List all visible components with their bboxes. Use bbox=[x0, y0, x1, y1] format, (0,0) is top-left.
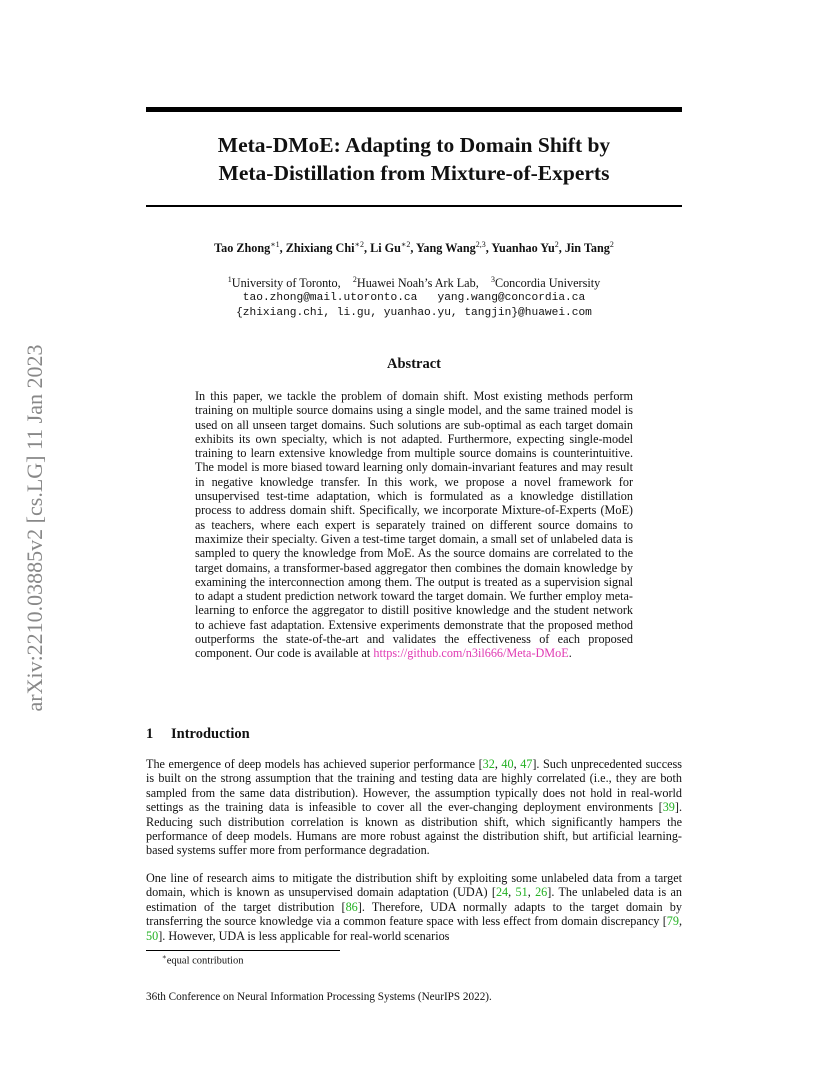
affiliation: $^2$Huawei Noah’s Ark Lab, bbox=[352, 275, 479, 291]
intro-paragraph-2 bbox=[146, 871, 682, 943]
citation-link[interactable]: 79 bbox=[666, 914, 679, 929]
intro-paragraph-1 bbox=[146, 757, 682, 858]
section-title: Introduction bbox=[171, 726, 250, 742]
affiliations bbox=[146, 272, 682, 321]
citation-link[interactable]: 50 bbox=[146, 928, 159, 943]
citation-link[interactable]: 32 bbox=[482, 757, 495, 771]
author: Jin Tang$^2$ bbox=[564, 240, 614, 256]
abstract-text: In this paper, we tackle the problem of domain shift. Most existing methods perform training on multiple source domains using a single model, and the same trained model is used on all unseen target domains. Such solutions are sub-optimal as each target domain exhibits its own specialty, which is not adapted. Furthermore, expecting single-model training to learn extensive knowledge from multiple source domains is counterintuitive. The model is more biased toward learning only domain-invariant features and may result in negative knowledge transfer. In this work, we propose a novel framework for unsupervised test-time adaptation, which is formulated as a knowledge distillation process to address domain shift. Specifically, we incorporate Mixture-of-Experts (MoE) as teachers, where each expert is separately trained on different source domains to maximize their specialty. Given a test-time target domain, a small set of unlabeled data is sampled to query the knowledge from MoE. As the source domains are correlated to the target domains, a transformer-based aggregator then combines the domain knowledge by examining the interconnection among them. The output is treated as a supervision signal to adapt a student prediction network toward the target domain. We further employ meta-learning to enforce the aggregator to distill positive knowledge and the student network to achieve fast adaptation. Extensive experiments demonstrate that the proposed method outperforms the state-of-the-art and validates the effectiveness of each proposed component. Our code is available at bbox=[195, 389, 633, 661]
paragraph-text: , bbox=[678, 914, 682, 929]
author: Yuanhao Yu$^2$ bbox=[491, 240, 559, 256]
footnote-rule bbox=[146, 950, 340, 951]
citation-link[interactable]: 51 bbox=[515, 885, 528, 900]
paragraph-text: ]. Therefore, UDA normally adapts to the target domain by transferring the source knowledge via a common feature space with less effect from domain discrepancy [ bbox=[146, 899, 682, 929]
affiliation-line bbox=[146, 272, 682, 291]
citation-link[interactable]: 26 bbox=[535, 885, 548, 900]
paper-title bbox=[146, 131, 682, 187]
venue-footer: 36th Conference on Neural Information Processing Systems (NeurIPS 2022). bbox=[146, 991, 492, 1003]
paragraph-text: , bbox=[494, 757, 502, 771]
author-list: Tao Zhong$^{∗1}$, Zhixiang Chi$^{∗2}$, Li $Gu^{∗2}$, Yang Wang$^{2,3}$, Yuanhao Yu$^2$, Jin Tang$^2$ bbox=[214, 240, 614, 256]
section-number: 1 bbox=[146, 726, 154, 742]
paragraph-text: One line of research aims to mitigate the distribution shift by exploiting some unlabeled data from a target domain, which is known as unsupervised domain adaptation (UDA) [ bbox=[146, 871, 682, 900]
title-bottom-rule bbox=[146, 205, 682, 207]
abstract-body: In this paper, we tackle the problem of domain shift. Most existing methods perform training on multiple source domains using a single model, and the same trained model is used on all unseen target domains. Such solutions are sub-optimal as each target domain exhibits its own specialty, which is not adapted. Furthermore, expecting single-model training to learn extensive knowledge from multiple source domains is counterintuitive. The model is more biased toward learning only domain-invariant features and may result in negative knowledge transfer. In this work, we propose a novel framework for unsupervised test-time adaptation, which is formulated as a knowledge distillation process to address domain shift. Specifically, we incorporate Mixture-of-Experts (MoE) as teachers, where each expert is separately trained on different source domains to maximize their specialty. Given a test-time target domain, a small set of unlabeled data is sampled to query the knowledge from MoE. As the source domains are correlated to the target domains, a transformer-based aggregator then combines the domain knowledge by examining the interconnection among them. The output is treated as a supervision signal to adapt a student prediction network toward the target domain. We further employ meta-learning to enforce the aggregator to distill positive knowledge and the student network to achieve fast adaptation. Extensive experiments demonstrate that the proposed method outperforms the state-of-the-art and validates the effectiveness of each proposed component. Our code is available at https://github.com/n3il666/Meta-DMoE. bbox=[195, 389, 633, 661]
paragraph-text: The emergence of deep models has achieved superior performance [ bbox=[146, 757, 483, 771]
title-line-2: Meta-Distillation from Mixture-of-Experts bbox=[218, 161, 610, 185]
footnote: ∗equal contribution bbox=[162, 953, 244, 967]
affiliation: $^1$University of Toronto, bbox=[227, 275, 341, 291]
paragraph-text: , bbox=[513, 757, 521, 771]
section-heading bbox=[146, 726, 250, 743]
paragraph-text: , bbox=[527, 885, 536, 900]
citation-link[interactable]: 24 bbox=[495, 885, 509, 900]
paragraph-text: ]. The unlabeled data is an estimation of the target distribution [ bbox=[146, 885, 683, 914]
citation-link[interactable]: 47 bbox=[520, 757, 533, 771]
abstract-heading: Abstract bbox=[387, 356, 441, 372]
author: Tao Zhong$^{∗1}$ bbox=[214, 240, 280, 256]
author: Yang Wang$^{2,3}$ bbox=[415, 240, 486, 256]
author: Zhixiang Chi$^{∗2}$ bbox=[285, 240, 364, 256]
paragraph-text: ]. However, UDA is less applicable for real-world scenarios bbox=[158, 928, 450, 943]
citation-link[interactable]: 39 bbox=[662, 800, 675, 815]
email-line-2: {zhixiang.chi, li.gu, yuanhao.yu, tangjin}@huawei.com bbox=[236, 307, 592, 320]
title-top-rule bbox=[146, 107, 682, 112]
citation-link[interactable]: 86 bbox=[345, 899, 358, 914]
citation-link[interactable]: 40 bbox=[501, 757, 514, 771]
title-line-1: Meta-DMoE: Adapting to Domain Shift by bbox=[217, 133, 611, 157]
code-link[interactable]: https://github.com/n3il666/Meta-DMoE bbox=[373, 646, 569, 661]
arxiv-id: arXiv:2210.03885v2 [cs.LG] 11 Jan 2023 bbox=[22, 344, 47, 712]
paragraph-text: , bbox=[508, 885, 516, 900]
paragraph-text: ]. Such unprecedented success is built on the strong assumption that the training and testing data are highly correlated (i.e., they are both sampled from the same data distribution). However, the assumption typically does not hold in real-world settings as the training data is infeasible to cover all the ever-changing deployment environments [ bbox=[146, 757, 683, 815]
paragraph-text: ]. Reducing such distribution correlation is known as distribution shift, which significantly hampers the performance of deep models. Humans are more robust against the distribution shift, but artificial learning-based systems suffer more from performance degradation. bbox=[146, 800, 682, 858]
affiliation: $^3$Concordia University bbox=[490, 275, 601, 291]
author: Li $Gu^{∗2}$ bbox=[370, 240, 411, 256]
email-line-1: tao.zhong@mail.utoronto.ca yang.wang@concordia.ca bbox=[242, 292, 586, 305]
